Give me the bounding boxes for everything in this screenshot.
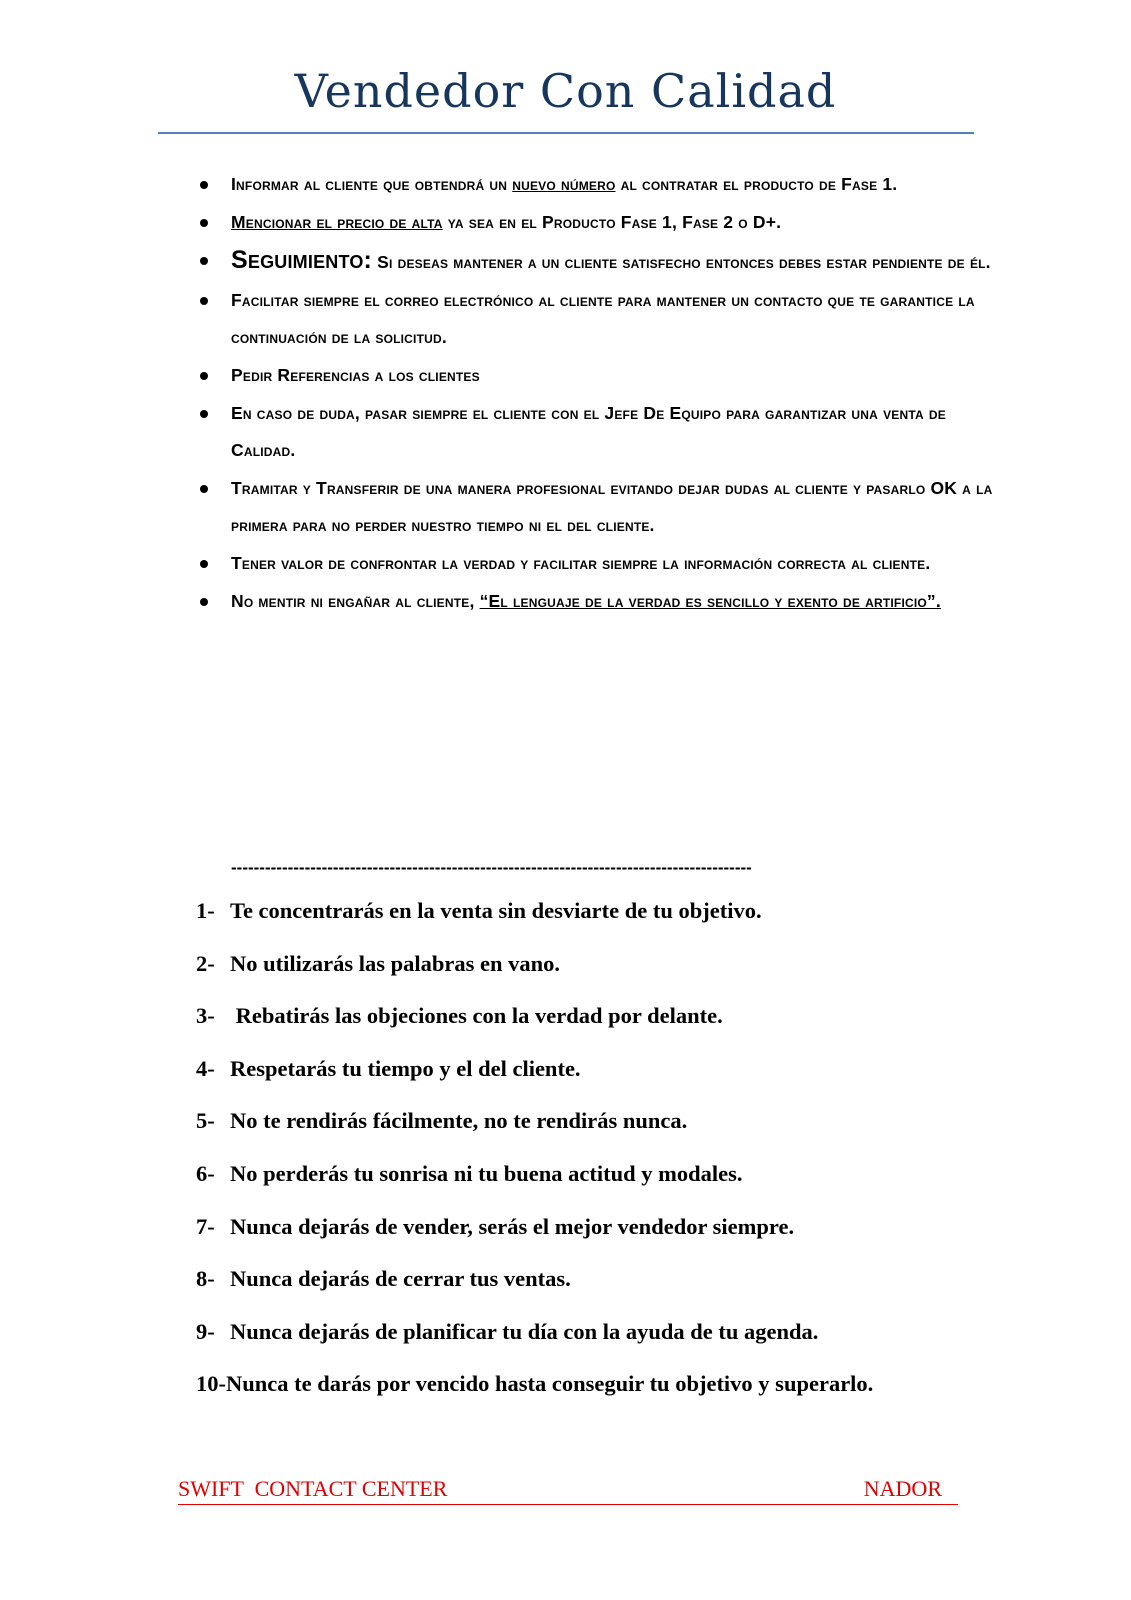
dashed-separator: --------------------------------------------------------------------------------------------	[231, 858, 752, 877]
list-item: 10-Nunca te darás por vencido hasta conseguir tu objetivo y superarlo.	[196, 1371, 874, 1397]
list-item: Informar al cliente que obtendrá un nuevo número al contratar el producto de Fase 1.	[196, 166, 996, 203]
list-item: Facilitar siempre el correo electrónico al cliente para mantener un contacto que te garantice la continuación de la solicitud.	[196, 282, 996, 356]
list-item: 9- Nunca dejarás de planificar tu día con la ayuda de tu agenda.	[196, 1318, 819, 1344]
list-item: 4- Respetarás tu tiempo y el del cliente.	[196, 1055, 581, 1081]
list-item: 1- Te concentrarás en la venta sin desviarte de tu objetivo.	[196, 898, 762, 923]
guidelines-list	[196, 166, 996, 621]
list-item: 2- No utilizarás las palabras en vano.	[196, 950, 561, 976]
commandments-list	[196, 893, 996, 1419]
list-item: 8- Nunca dejarás de cerrar tus ventas.	[196, 1266, 571, 1292]
page-footer	[178, 1476, 958, 1505]
list-item: Seguimiento: Si deseas mantener a un cliente satisfecho entonces debes estar pendiente de él.	[196, 242, 996, 281]
footer-location: NADOR	[863, 1476, 942, 1501]
list-item: No mentir ni engañar al cliente, “El lenguaje de la verdad es sencillo y exento de artificio”.	[196, 583, 996, 620]
list-item: Pedir Referencias a los clientes	[196, 357, 996, 394]
list-item: 3- Rebatirás las objeciones con la verdad por delante.	[196, 1003, 723, 1029]
list-item: Tramitar y Transferir de una manera profesional evitando dejar dudas al cliente y pasarlo OK a la primera para no perder nuestro tiempo ni el del cliente.	[196, 470, 996, 544]
list-item: 5- No te rendirás fácilmente, no te rendirás nunca.	[196, 1108, 688, 1134]
list-item: Mencionar el precio de alta ya sea en el Producto Fase 1, Fase 2 o D+.	[196, 204, 996, 241]
list-item: En caso de duda, pasar siempre el cliente con el Jefe De Equipo para garantizar una venta de Calidad.	[196, 395, 996, 469]
list-item: Tener valor de confrontar la verdad y facilitar siempre la información correcta al cliente.	[196, 545, 996, 582]
page-title: Vendedor Con Calidad	[294, 64, 837, 118]
list-item: 6- No perderás tu sonrisa ni tu buena actitud y modales.	[196, 1160, 743, 1186]
title-divider	[158, 132, 974, 134]
list-item: 7- Nunca dejarás de vender, serás el mejor vendedor siempre.	[196, 1213, 795, 1239]
footer-company: SWIFT CONTACT CENTER	[178, 1476, 448, 1501]
